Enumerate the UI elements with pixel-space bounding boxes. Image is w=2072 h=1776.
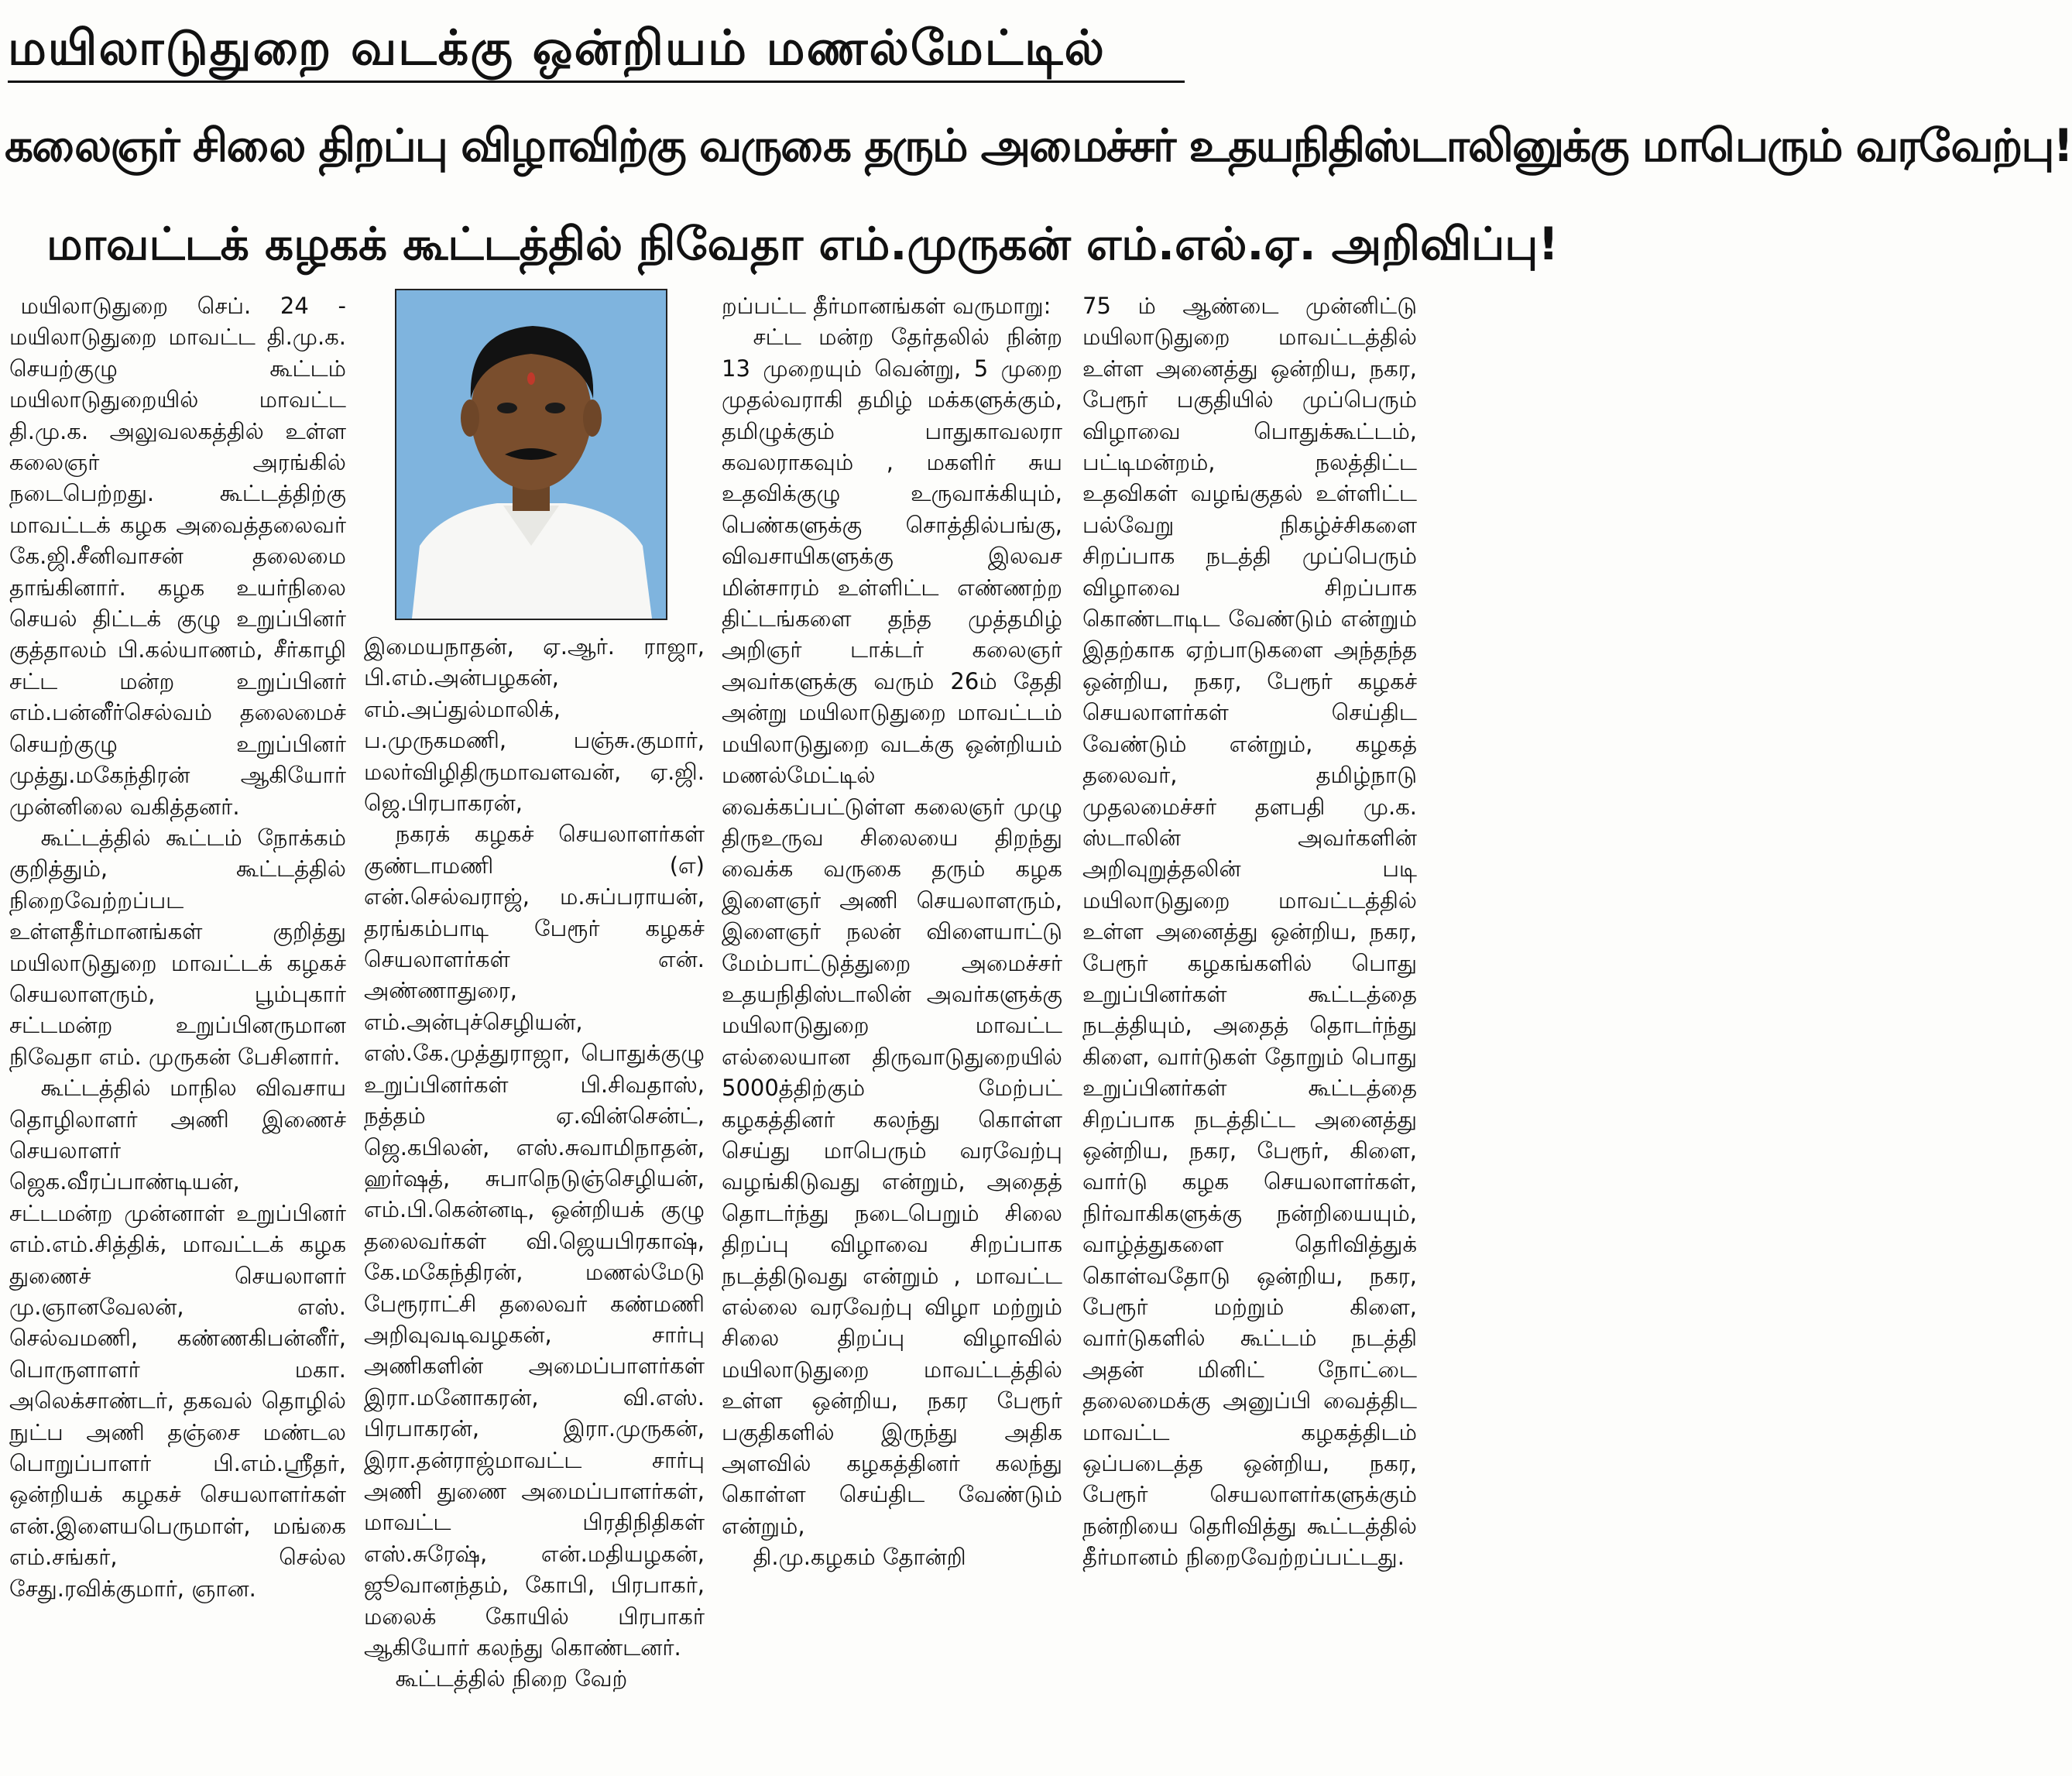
paragraph: றப்பட்ட தீர்மானங்கள் வருமாறு: xyxy=(722,293,1051,319)
portrait-photo-icon xyxy=(395,289,667,620)
paragraph: மயிலாடுதுறை செப். 24 - மயிலாடுதுறை மாவட்ட தி.மு.க. செயற்குழு கூட்டம் மயிலாடுதுறையில் மாவட்ட தி.மு.க. அலுவலகத்தில் உள்ள கலைஞர் அரங்கில் நடைபெற்றது. கூட்டத்திற்கு மாவட்டக் கழக அவைத்தலைவர் கே.ஜி.சீனிவாசன் தலைமை தாங்கினார். கழக உயர்நிலை செயல் திட்டக் குழு உறுப்பினர் குத்தாலம் பி.கல்யாணம், சீர்காழி சட்ட மன்ற உறுப்பினர் எம்.பன்னீர்செல்வம் தலைமைச் செயற்குழு உறுப்பினர் முத்து.மகேந்திரன் ஆகியோர் முன்னிலை வகித்தனர். xyxy=(9,293,346,820)
paragraph: 75 ம் ஆண்டை முன்னிட்டு மயிலாடுதுறை மாவட்டத்தில் உள்ள அனைத்து ஒன்றிய, நகர, பேரூர் பகுதியில் முப்பெரும் விழாவை பொதுக்கூட்டம், பட்டிமன்றம், நலத்திட்ட உதவிகள் வழங்குதல் உள்ளிட்ட பல்வேறு நிகழ்ச்சிகளை சிறப்பாக நடத்தி முப்பெரும் விழாவை சிறப்பாக கொண்டாடிட வேண்டும் என்றும் இதற்காக ஏற்பாடுகளை அந்தந்த ஒன்றிய, நகர, பேரூர் கழகச் செயலாளர்கள் செய்திட வேண்டும் என்றும், கழகத் தலைவர், தமிழ்நாடு முதலமைச்சர் தளபதி மு.க. ஸ்டாலின் அவர்களின் அறிவுறுத்தலின் படி மயிலாடுதுறை மாவட்டத்தில் உள்ள அனைத்து ஒன்றிய, நகர, பேரூர் கழகங்களில் பொது உறுப்பினர்கள் கூட்டத்தை நடத்தியும், அதைத் தொடர்ந்து கிளை, வார்டுகள் தோறும் பொது உறுப்பினர்கள் கூட்டத்தை சிறப்பாக நடத்திட்ட அனைத்து ஒன்றிய, நகர, பேரூர், கிளை, வார்டு கழக செயலாளர்கள், நிர்வாகிகளுக்கு நன்றியையும், வாழ்த்துகளை தெரிவித்துக் கொள்வதோடு ஒன்றிய, நகர, பேரூர் மற்றும் கிளை, வார்டுகளில் கூட்டம் நடத்தி அதன் மினிட் நோட்டை தலைமைக்கு அனுப்பி வைத்திட மாவட்ட கழகத்திடம் ஒப்படைத்த ஒன்றிய, நகர, பேரூர் செயலாளர்களுக்கும் நன்றியை தெரிவித்து கூட்டத்தில் தீர்மானம் நிறைவேற்றப்பட்டது. xyxy=(1082,293,1417,1571)
paragraph: சட்ட மன்ற தேர்தலில் நின்ற 13 முறையும் வென்று, 5 முறை முதல்வராகி தமிழ் மக்களுக்கும், தமிழுக்கும் பாதுகாவலரா கவலராகவும் , மகளிர் சுய உதவிக்குழு உருவாக்கியும், பெண்களுக்கு சொத்தில்பங்கு, விவசாயிகளுக்கு இலவச மின்சாரம் உள்ளிட்ட எண்ணற்ற திட்டங்களை தந்த முத்தமிழ் அறிஞர் டாக்டர் கலைஞர் அவர்களுக்கு வரும் 26ம் தேதி அன்று மயிலாடுதுறை மாவட்டம் மயிலாடுதுறை வடக்கு ஒன்றியம் மணல்மேட்டில் வைக்கப்பட்டுள்ள கலைஞர் முழு திருஉருவ சிலையை திறந்து வைக்க வருகை தரும் கழக இளைஞர் அணி செயலாளரும், இளைஞர் நலன் விளையாட்டு மேம்பாட்டுத்துறை அமைச்சர் உதயநிதிஸ்டாலின் அவர்களுக்கு மயிலாடுதுறை மாவட்ட எல்லையான திருவாடுதுறையில் 5000த்திற்கும் மேற்பட் கழகத்தினர் கலந்து கொள்ள செய்து மாபெரும் வரவேற்பு வழங்கிடுவது என்றும், அதைத் தொடர்ந்து நடைபெறும் சிலை திறப்பு விழாவை சிறப்பாக நடத்திடுவது என்றும் , மாவட்ட எல்லை வரவேற்பு விழா மற்றும் சிலை திறப்பு விழாவில் மயிலாடுதுறை மாவட்டத்தில் உள்ள ஒன்றிய, நகர பேரூர் பகுதிகளில் இருந்து அதிக அளவில் கழகத்தினர் கலந்து கொள்ள செய்திட வேண்டும் என்றும், xyxy=(722,324,1062,1539)
main-headline: கலைஞர் சிலை திறப்பு விழாவிற்கு வருகை தரும் அமைச்சர் உதயநிதிஸ்டாலினுக்கு மாபெரும் வரவேற்பு! xyxy=(5,119,2072,172)
paragraph: கூட்டத்தில் கூட்டம் நோக்கம் குறித்தும், கூட்டத்தில் நிறைவேற்றப்பட உள்ளதீர்மானங்கள் குறித்து மயிலாடுதுறை மாவட்டக் கழகச் செயலாளரும், பூம்புகார் சட்டமன்ற உறுப்பினருமான நிவேதா எம். முருகன் பேசினார். xyxy=(9,824,346,1070)
paragraph: இமையநாதன், ஏ.ஆர். ராஜா, பி.எம்.அன்பழகன், எம்.அப்துல்மாலிக், ப.முருகமணி, பஞ்சு.குமார், மலர்விழிதிருமாவளவன், ஏ.ஜி. ஜெ.பிரபாகரன், xyxy=(364,633,705,817)
paragraph: தி.மு.கழகம் தோன்றி xyxy=(753,1544,966,1571)
article-column-2 xyxy=(364,631,705,1771)
kicker-heading: மயிலாடுதுறை வடக்கு ஒன்றியம் மணல்மேட்டில் xyxy=(8,15,1185,83)
paragraph: நகரக் கழகச் செயலாளர்கள் குண்டாமணி (எ) என்.செல்வராஜ், ம.சுப்பராயன், தரங்கம்பாடி பேரூர் கழகச் செயலாளர்கள் என். அண்ணாதுரை, எம்.அன்புச்செழியன், எஸ்.கே.முத்துராஜா, பொதுக்குழு உறுப்பினர்கள் பி.சிவதாஸ், நத்தம் ஏ.வின்சென்ட், ஜெ.கபிலன், எஸ்.சுவாமிநாதன், ஹர்ஷத், சுபாநெடுஞ்செழியன், எம்.பி.கென்னடி, ஒன்றியக் குழு தலைவர்கள் வி.ஜெயபிரகாஷ், கே.மகேந்திரன், மணல்மேடு பேரூராட்சி தலைவர் கண்மணி அறிவுவடிவழகன், சார்பு அணிகளின் அமைப்பாளர்கள் இரா.மனோகரன், வி.எஸ். பிரபாகரன், இரா.முருகன், இரா.தன்ராஜ்மாவட்ட சார்பு அணி துணை அமைப்பாளர்கள், மாவட்ட பிரதிநிதிகள் எஸ்.சுரேஷ், என்.மதியழகன், ஜூவானந்தம், கோபி, பிரபாகர், மலைக் கோயில் பிரபாகர் ஆகியோர் கலந்து கொண்டனர். xyxy=(364,821,705,1661)
article-column-1 xyxy=(9,290,346,1771)
paragraph: கூட்டத்தில் நிறை வேற் xyxy=(395,1665,628,1692)
paragraph: கூட்டத்தில் மாநில விவசாய தொழிலாளர் அணி இணைச் செயலாளர் ஜெக.வீரப்பாண்டியன், சட்டமன்ற முன்னாள் உறுப்பினர் எம்.எம்.சித்திக், மாவட்டக் கழக துணைச் செயலாளர் மு.ஞானவேலன், எஸ். செல்வமணி, கண்ணகிபன்னீர், பொருளாளர் மகா. அலெக்சாண்டர், தகவல் தொழில் நுட்ப அணி தஞ்சை மண்டல பொறுப்பாளர் பி.எம்.ஸ்ரீதர், ஒன்றியக் கழகச் செயலாளர்கள் என்.இளையபெருமாள், மங்கை எம்.சங்கர், செல்ல சேது.ரவிக்குமார், ஞான. xyxy=(9,1075,346,1602)
article-column-3 xyxy=(722,290,1062,1771)
article-column-4 xyxy=(1082,290,1417,1771)
subheadline: மாவட்டக் கழகக் கூட்டத்தில் நிவேதா எம்.முருகன் எம்.எல்.ஏ. அறிவிப்பு! xyxy=(46,218,1559,270)
